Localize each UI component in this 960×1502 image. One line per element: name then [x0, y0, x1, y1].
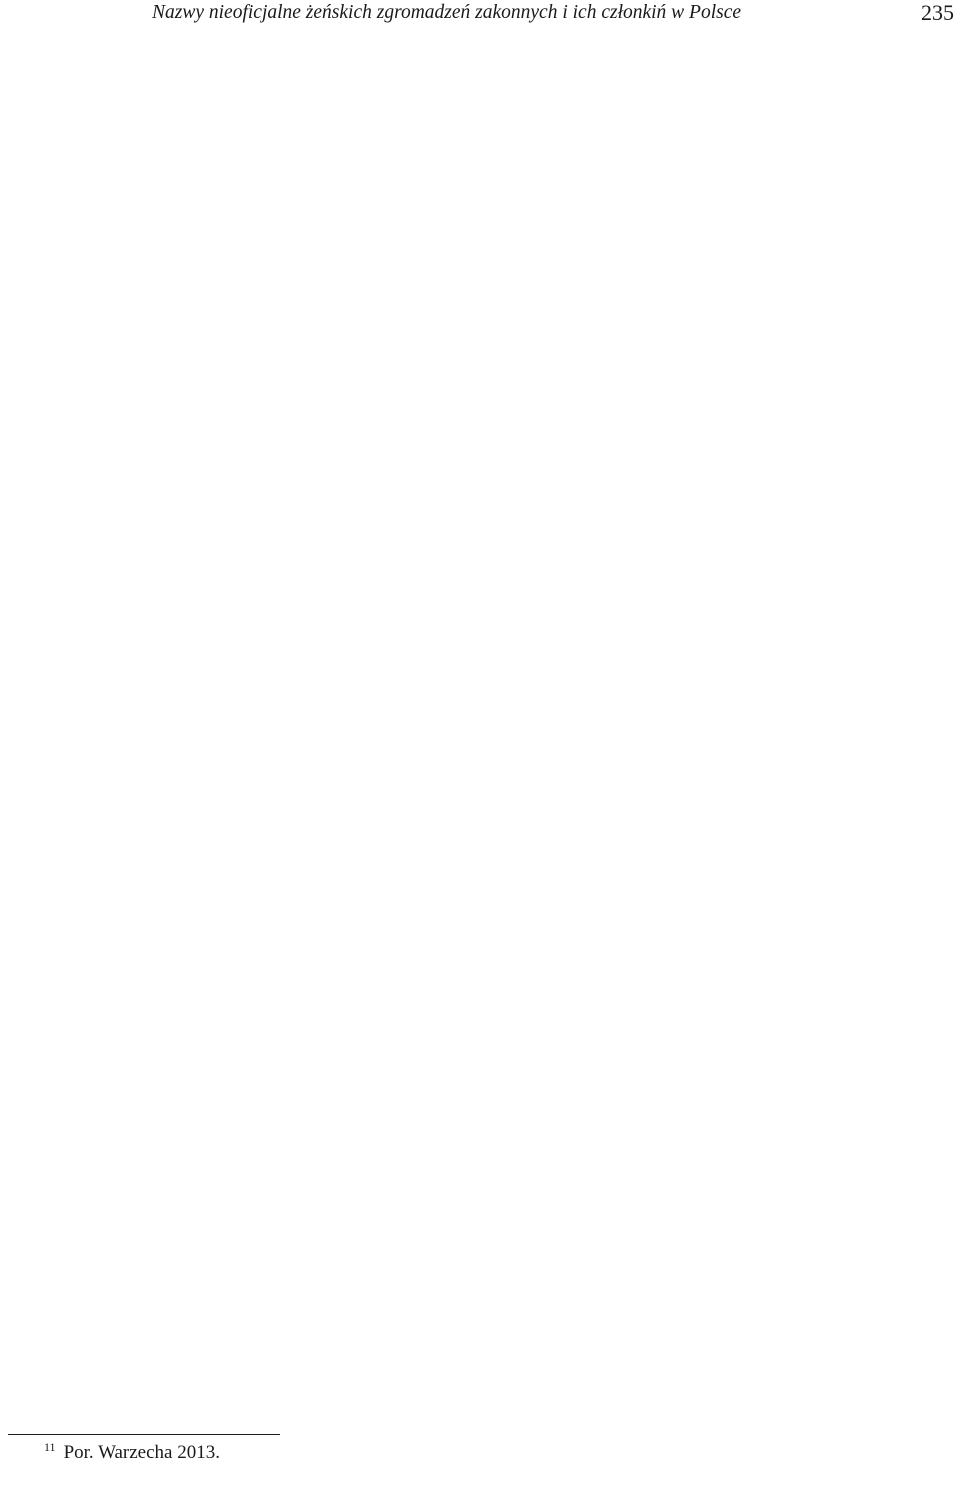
text-line [8, 1125, 954, 1159]
text-line [8, 1468, 954, 1502]
page-number: 235 [921, 0, 954, 25]
footnote-rule [8, 1434, 280, 1435]
text-line [8, 302, 954, 336]
text-line [8, 542, 954, 576]
text-line [8, 851, 954, 885]
body-text [8, 62, 954, 1502]
text-line [8, 336, 954, 370]
text-line [8, 1365, 954, 1399]
text-line [8, 508, 954, 542]
text-line [8, 439, 954, 473]
text-line [8, 1057, 954, 1091]
text-line [8, 405, 954, 439]
text-line [8, 679, 954, 713]
text-line [8, 1400, 954, 1434]
text-line [8, 748, 954, 782]
text-line [8, 714, 954, 748]
text-line [8, 1331, 954, 1365]
text-line [8, 1091, 954, 1125]
text-line [8, 988, 954, 1022]
text-line [8, 645, 954, 679]
text-line [8, 1297, 954, 1331]
text-line [8, 371, 954, 405]
footnote-text: Por. Warzecha 2013. [63, 1442, 220, 1463]
text-line [8, 817, 954, 851]
text-line [8, 1228, 954, 1262]
text-line [8, 919, 954, 953]
text-line [8, 1160, 954, 1194]
text-line [8, 131, 954, 165]
text-line [8, 96, 954, 130]
text-line [8, 954, 954, 988]
text-line [8, 611, 954, 645]
footnote [44, 1440, 220, 1464]
text-line [8, 1262, 954, 1296]
text-line [8, 782, 954, 816]
text-line [8, 576, 954, 610]
text-line [8, 199, 954, 233]
text-line [8, 1194, 954, 1228]
running-title: Nazwy nieoficjalne żeńskich zgromadzeń zakonnych i ich członkiń w Polsce [152, 2, 742, 23]
text-line [8, 885, 954, 919]
text-line [8, 268, 954, 302]
text-line [8, 1022, 954, 1056]
footnote-marker: 11 [44, 1440, 56, 1454]
running-head [0, 0, 960, 34]
text-line [8, 62, 954, 96]
text-line [8, 165, 954, 199]
text-line [8, 474, 954, 508]
text-line [8, 233, 954, 267]
